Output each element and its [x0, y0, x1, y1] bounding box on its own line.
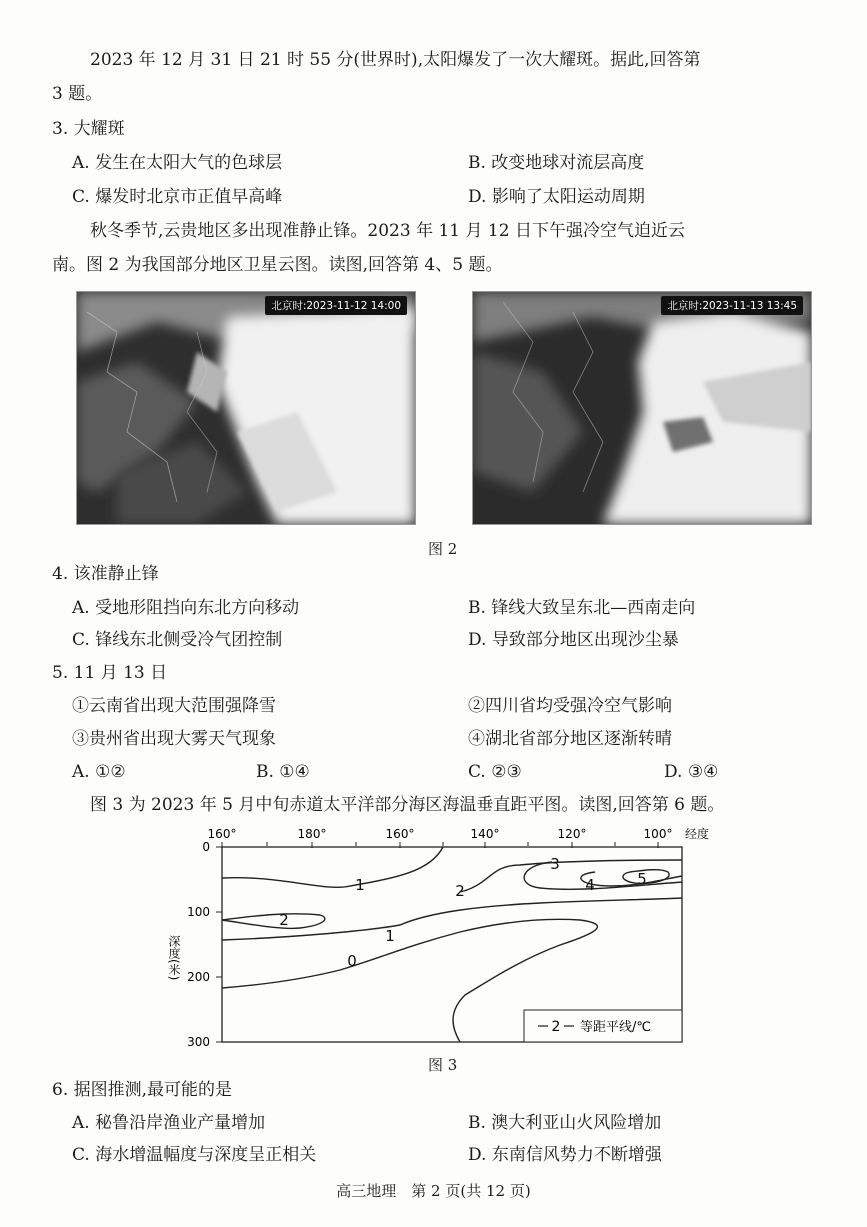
contour-label-2-lower: 2: [279, 911, 289, 929]
legend-line-label: 2: [551, 1019, 561, 1035]
depth-tick-300: 300: [187, 1035, 210, 1049]
q3-option-a: A. 发生在太阳大气的色球层: [72, 153, 283, 173]
depth-tick-marks: [216, 847, 222, 1042]
q5-option-a: A. ①②: [72, 762, 126, 782]
contour-label-1-upper: 1: [355, 876, 365, 894]
timestamp-left: 北京时:2023-11-12 14:00: [265, 296, 407, 315]
intro3: 图 3 为 2023 年 5 月中旬赤道太平洋部分海区海温垂直距平图。读图,回答第 6 题。: [90, 795, 725, 815]
lon-tick-4: 140°: [470, 827, 500, 841]
page-footer: 高三地理 第 2 页(共 12 页): [336, 1182, 531, 1200]
lon-tick-6: 100°: [643, 827, 673, 841]
contour-label-4: 4: [585, 876, 595, 894]
q6-stem: 6. 据图推测,最可能的是: [52, 1080, 233, 1100]
depth-tick-0: 0: [202, 840, 210, 854]
q5-statement-2: ②四川省均受强冷空气影响: [468, 696, 672, 716]
contour-2-upper: [460, 860, 682, 892]
lon-tick-5: 120°: [557, 827, 587, 841]
contour-label-3: 3: [550, 855, 560, 873]
lon-unit: 经度: [685, 827, 710, 841]
legend-text: 等距平线/℃: [580, 1020, 651, 1035]
intro2-line1: 秋冬季节,云贵地区多出现准静止锋。2023 年 11 月 12 日下午强冷空气迫近云: [90, 221, 685, 241]
satellite-image-right: [472, 291, 812, 525]
q4-stem: 4. 该准静止锋: [52, 564, 159, 584]
q4-option-d: D. 导致部分地区出现沙尘暴: [468, 630, 679, 650]
contour-2-lower: [222, 914, 325, 929]
lon-tick-1: 160°: [207, 827, 237, 841]
q5-statement-4: ④湖北省部分地区逐渐转晴: [468, 729, 672, 749]
figure3-contour-chart: [160, 820, 720, 1052]
timestamp-right: 北京时:2023-11-13 13:45: [661, 296, 803, 315]
lon-tick-2: 180°: [297, 827, 327, 841]
intro1-line1: 2023 年 12 月 31 日 21 时 55 分(世界时),太阳爆发了一次大耀斑。据此,回答第: [90, 50, 701, 70]
q4-option-b: B. 锋线大致呈东北—西南走向: [468, 598, 696, 618]
q4-option-c: C. 锋线东北侧受冷气团控制: [72, 630, 283, 650]
lon-tick-3: 160°: [385, 827, 415, 841]
q6-option-b: B. 澳大利亚山火风险增加: [468, 1113, 662, 1133]
q5-statement-3: ③贵州省出现大雾天气现象: [72, 729, 276, 749]
contour-label-1-lower: 1: [385, 927, 395, 945]
q6-option-c: C. 海水增温幅度与深度呈正相关: [72, 1145, 317, 1165]
q3-option-c: C. 爆发时北京市正值早高峰: [72, 187, 283, 207]
q5-option-c: C. ②③: [468, 762, 522, 782]
figure3-caption: 图 3: [428, 1056, 458, 1074]
q4-option-a: A. 受地形阻挡向东北方向移动: [72, 598, 300, 618]
q5-option-b: B. ①④: [256, 762, 310, 782]
q3-option-b: B. 改变地球对流层高度: [468, 153, 645, 173]
figure2-caption: 图 2: [428, 540, 458, 558]
intro1-line2: 3 题。: [52, 84, 103, 104]
q3-stem: 3. 大耀斑: [52, 119, 125, 139]
depth-tick-200: 200: [187, 970, 210, 984]
q6-option-a: A. 秘鲁沿岸渔业产量增加: [72, 1113, 266, 1133]
contour-label-0: 0: [347, 952, 357, 970]
depth-axis-label: 深度(米): [167, 935, 181, 981]
intro2-line2: 南。图 2 为我国部分地区卫星云图。读图,回答第 4、5 题。: [52, 255, 503, 275]
contour-label-5: 5: [637, 870, 647, 888]
satellite-image-left: [76, 291, 416, 525]
q6-option-d: D. 东南信风势力不断增强: [468, 1145, 662, 1165]
depth-tick-100: 100: [187, 905, 210, 919]
q3-option-d: D. 影响了太阳运动周期: [468, 187, 645, 207]
contour-label-2-upper: 2: [455, 882, 465, 900]
contour-1-upper: [222, 847, 443, 887]
q5-option-d: D. ③④: [664, 762, 719, 782]
q5-stem: 5. 11 月 13 日: [52, 663, 168, 683]
q5-statement-1: ①云南省出现大范围强降雪: [72, 696, 276, 716]
